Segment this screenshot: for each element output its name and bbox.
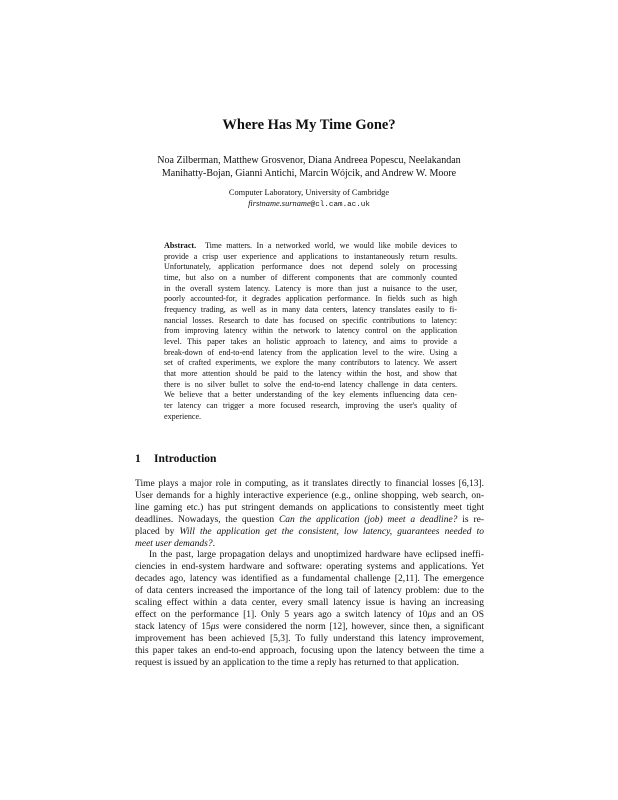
- affiliation: Computer Laboratory, University of Cambridge: [228, 188, 390, 197]
- body-line: decades ago, latency was identified as a fundamental challenge [2,11]. The emergence: [135, 574, 484, 585]
- abstract: [164, 241, 457, 422]
- abstract-line: experience.: [164, 411, 202, 421]
- section-heading: [135, 452, 216, 466]
- body-line: this paper takes an end-to-end approach, focusing upon the latency between the time a: [135, 645, 484, 656]
- abstract-line: level. This paper takes an holistic approach to latency, and aims to provide a: [164, 336, 457, 346]
- body-line: effect on the performance [1]. Only 5 years ago a switch latency of 10μs and an OS: [135, 609, 484, 620]
- email-name-part: firstname.surname: [248, 199, 311, 208]
- abstract-line: time, but also on a number of different components that are commonly counted: [164, 272, 457, 282]
- body-line: placed by Will the application get the consistent, low latency, guarantees needed to: [135, 526, 484, 537]
- body-line: improvement has been achieved [5,3]. To fully understand this latency improvement,: [135, 633, 484, 644]
- italic-question: meet user demands?: [135, 538, 213, 549]
- affiliation-block: [0, 187, 618, 211]
- body-text: [135, 479, 484, 670]
- abstract-line: Unfortunately, application performance does not depend solely on processing: [164, 262, 457, 272]
- abstract-line: Abstract. Time matters. In a networked world, we would like mobile devices to: [164, 241, 457, 250]
- body-line: of data centers increased the importance of the long tail of latency problem: due to the: [135, 586, 484, 597]
- abstract-line: in the overall system latency. Latency is more than just a nuisance to the user,: [164, 283, 457, 293]
- abstract-label: Abstract.: [164, 241, 197, 250]
- body-line: Time plays a major role in computing, as it translates directly to financial losses [6,13].: [135, 479, 484, 489]
- abstract-line: nancial losses. Research to date has focused on specific contributions to latency:: [164, 315, 457, 325]
- body-line: line gaming etc.) has put stringent demands on applications to consistently meet tight: [135, 502, 484, 513]
- abstract-line: poorly accounted-for, it degrades application performance. In fields such as high: [164, 294, 457, 304]
- author-email: [0, 198, 618, 211]
- body-line: ciencies in end-system hardware and software: operating systems and applications. Yet: [135, 562, 484, 573]
- abstract-line: that more attention should be paid to the latency within the host, and show that: [164, 368, 457, 378]
- body-line: meet user demands?.: [135, 538, 215, 549]
- italic-question: Will the application get the consistent, low latency, guarantees needed to: [179, 526, 484, 537]
- section-number: 1: [135, 453, 141, 465]
- abstract-line: ter latency can trigger a more focused research, improving the user's quality of: [164, 400, 457, 410]
- body-line: stack latency of 15μs were considered the norm [12], however, since then, a significant: [135, 621, 484, 632]
- body-line: request is issued by an application to the time a reply has returned to that application.: [135, 657, 459, 668]
- section-title: Introduction: [154, 453, 217, 465]
- abstract-line: frequency trading, as well as in many data centers, latency translates easily to fi-: [164, 304, 457, 314]
- abstract-line: set of crafted experiments, we explore the many contributors to latency. We assert: [164, 358, 457, 368]
- paper-title: Where Has My Time Gone?: [222, 117, 396, 133]
- body-line: deadlines. Nowadays, the question Can the application (job) meet a deadline? is re-: [135, 514, 484, 525]
- body-line: In the past, large propagation delays and unoptimized hardware have eclipsed ineffi-: [149, 550, 484, 561]
- author-list: [0, 154, 618, 180]
- abstract-line: break-down of end-to-end latency from the application level to the wire. Using a: [164, 347, 457, 357]
- italic-question: Can the application (job) meet a deadline?: [278, 514, 458, 525]
- abstract-line: there is no silver bullet to solve the end-to-end latency challenge in data centers.: [164, 379, 457, 389]
- author-line-1: Noa Zilberman, Matthew Grosvenor, Diana Andreea Popescu, Neelakandan: [157, 155, 461, 166]
- abstract-line: provide a crisp user experience and applications to instantaneously return results.: [164, 251, 457, 261]
- body-line: User demands for a highly interactive experience (e.g., online shopping, web search, on-: [135, 490, 484, 501]
- email-domain-part: @cl.cam.ac.uk: [310, 201, 370, 209]
- abstract-line: from improving latency within the network to latency control on the application: [164, 326, 457, 336]
- abstract-line: We believe that a better understanding of the key elements influencing data cen-: [164, 390, 457, 400]
- author-line-2: Manihatty-Bojan, Gianni Antichi, Marcin Wójcik, and Andrew W. Moore: [161, 168, 457, 179]
- body-line: scaling effect within a data center, every small latency issue is having an increasing: [135, 598, 484, 609]
